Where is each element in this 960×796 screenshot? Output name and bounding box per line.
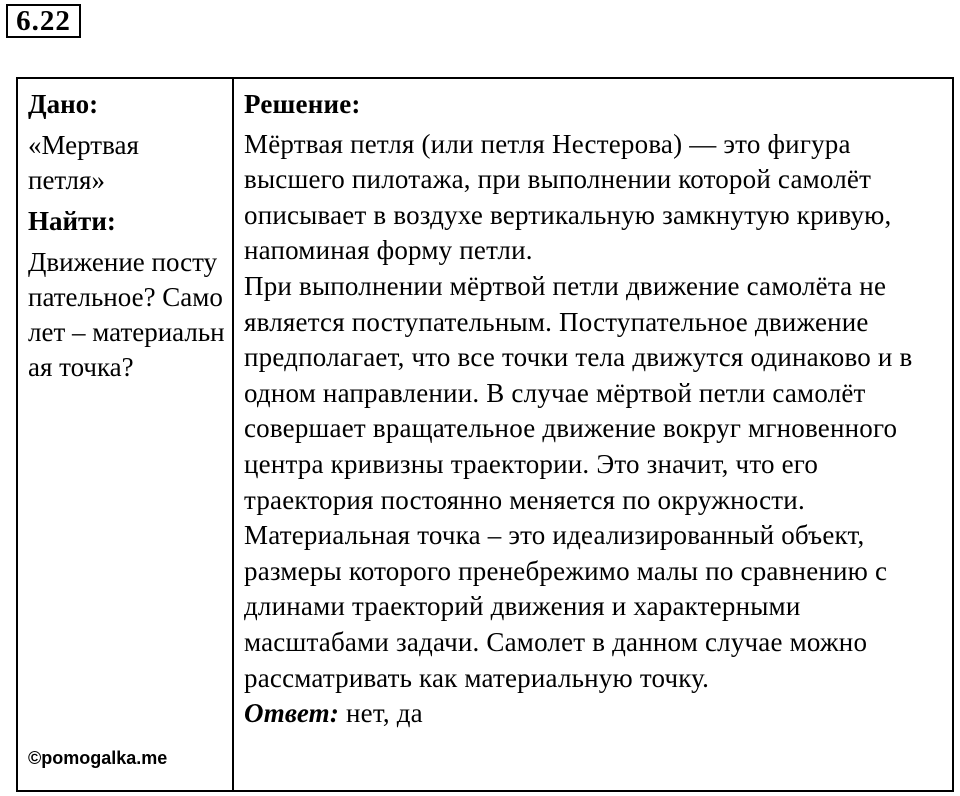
solution-paragraph: Мёртвая петля (или петля Нестерова) — это фигура высшего пилотажа, при выполнении которой самолёт описывает в воздухе вертикальную замкнутую кривую, напоминая форму петли. — [244, 128, 892, 266]
given-column — [18, 79, 234, 790]
solution-body — [244, 127, 952, 732]
solution-heading: Решение: — [244, 89, 361, 119]
solution-column — [234, 79, 952, 790]
find-text: Движение поступательное? Самолет – материальная точка? — [28, 247, 225, 382]
given-heading: Дано: — [28, 89, 99, 119]
watermark: ©pomogalka.me — [28, 748, 168, 768]
given-text: «Мертвая петля» — [28, 130, 139, 195]
answer-text: нет, да — [339, 698, 423, 729]
solution-table — [16, 77, 954, 792]
answer-line — [244, 696, 952, 732]
solution-paragraph: Материальная точка – это идеализированный объект, размеры которого пренебрежимо малы по сравнению с длинами траекторий движения и характерными масштабами задачи. Самолет в данном случае можно рассматривать как материальную точку. — [244, 520, 888, 693]
problem-number: 6.22 — [6, 4, 81, 38]
find-heading: Найти: — [28, 206, 116, 236]
answer-label: Ответ: — [244, 698, 340, 729]
solution-paragraph: При выполнении мёртвой петли движение самолёта не является поступательным. Поступательное движение предполагает, что все точки тела движутся одинаково и в одном направлении. В случае мёртвой петли самолёт совершает вращательное движение вокруг мгновенного центра кривизны траектории. Это значит, что его траектория постоянно меняется по окружности. — [244, 270, 913, 515]
